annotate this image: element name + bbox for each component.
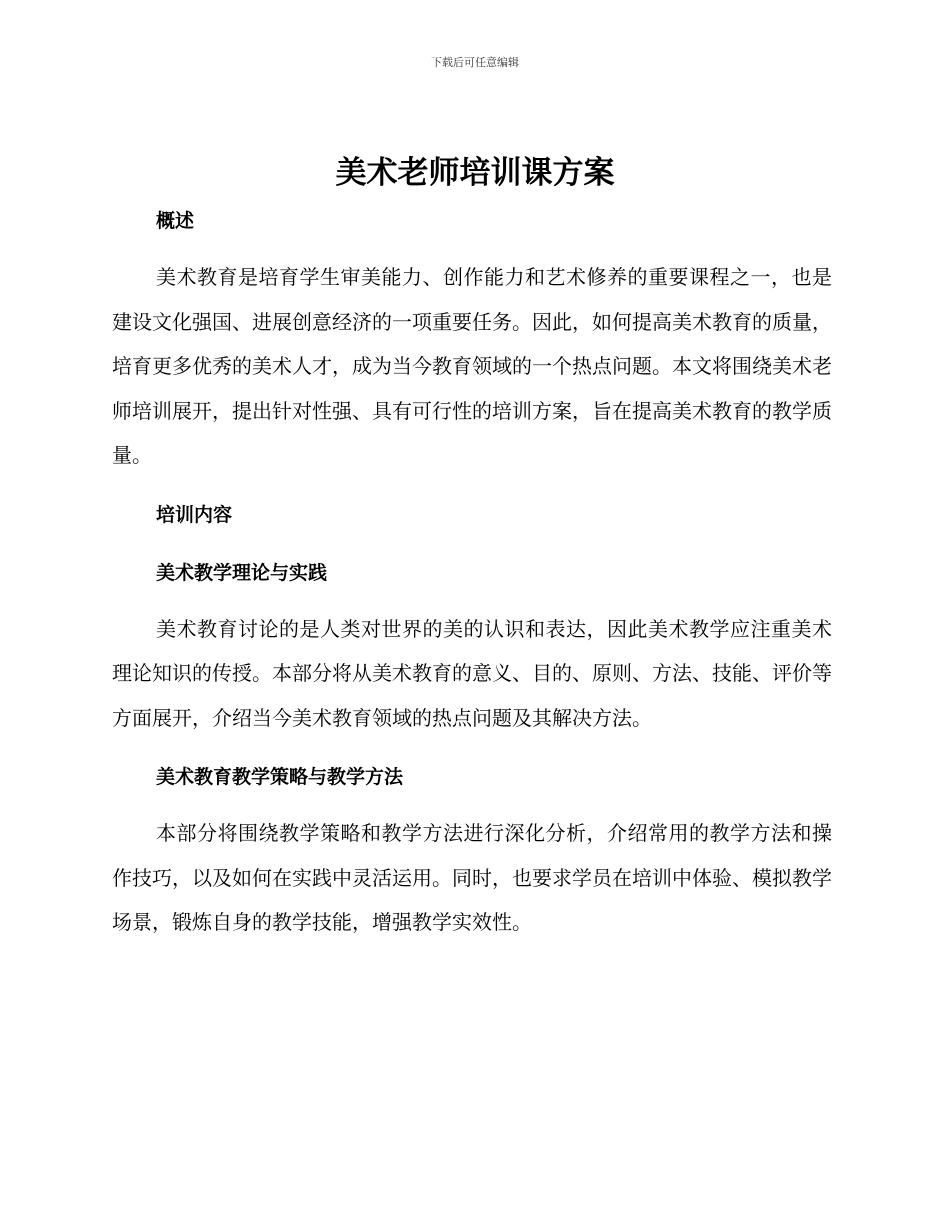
section-heading-theory: 美术教学理论与实践 — [156, 561, 328, 584]
document-title: 美术老师培训课方案 — [335, 155, 615, 191]
section-heading-overview: 概述 — [156, 210, 195, 232]
section-heading-training-content: 培训内容 — [156, 503, 233, 526]
strategy-paragraph: 本部分将围绕教学策略和教学方法进行深化分析，介绍常用的教学方法和操作技巧，以及如何在实践中灵活运用。同时，也要求学员在培训中体验、模拟教学场景，锻炼自身的教学技能，增强教学实效性。 — [112, 821, 832, 934]
document-body — [112, 150, 832, 945]
theory-paragraph: 美术教育讨论的是人类对世界的美的认识和表达，因此美术教学应注重美术理论知识的传授。本部分将从美术教育的意义、目的、原则、方法、技能、评价等方面展开，介绍当今美术教育领域的热点问题及其解决方法。 — [112, 616, 832, 730]
section-heading-strategy: 美术教育教学策略与教学方法 — [156, 766, 404, 788]
header-note: 下载后可任意编辑 — [431, 56, 519, 69]
overview-paragraph: 美术教育是培育学生审美能力、创作能力和艺术修养的重要课程之一，也是建设文化强国、进展创意经济的一项重要任务。因此，如何提高美术教育的质量，培育更多优秀的美术人才，成为当今教育领域的一个热点问题。本文将围绕美术老师培训展开，提出针对性强、具有可行性的培训方案，旨在提高美术教育的教学质量。 — [112, 265, 832, 467]
